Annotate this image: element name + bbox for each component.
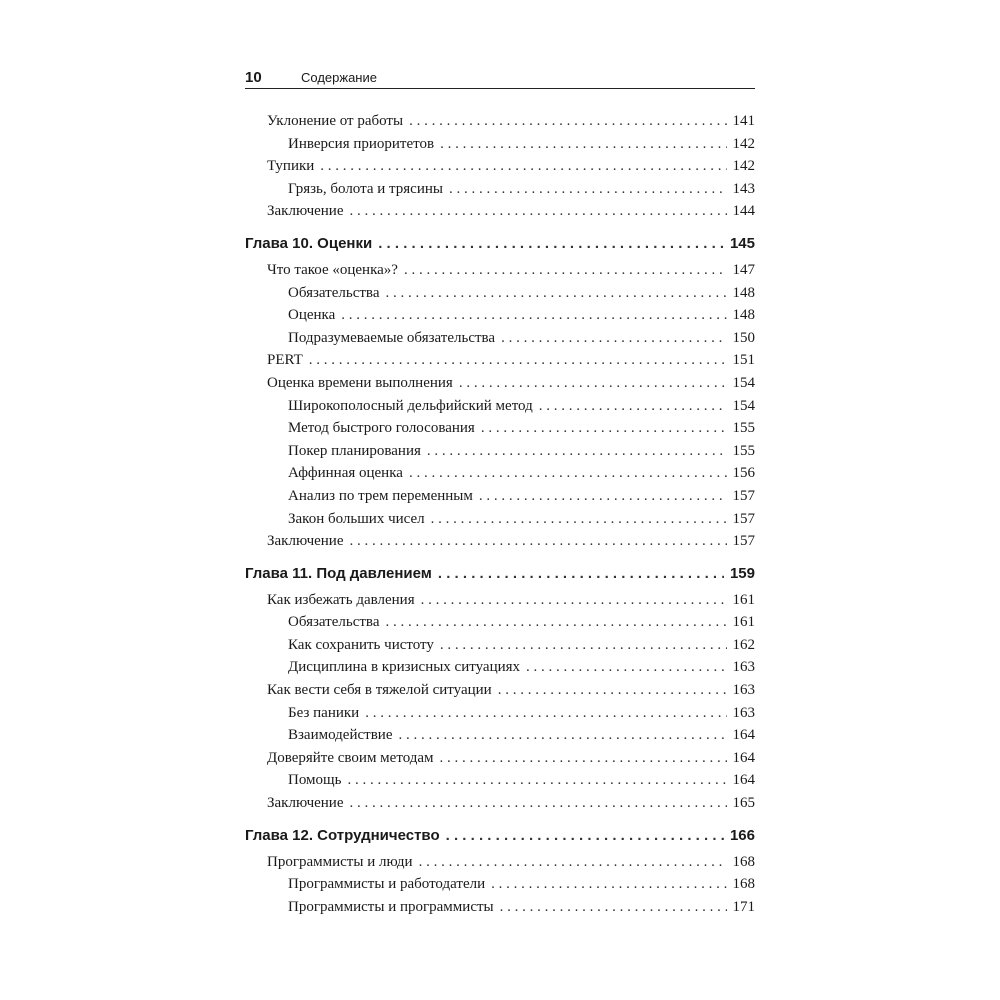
toc-entry-page: 168: [732, 876, 755, 893]
toc-entry-page: 143: [732, 180, 755, 197]
dot-leader: [347, 772, 726, 789]
toc-entry-page: 159: [729, 564, 755, 582]
toc-entry-title: Глава 11. Под давлением: [245, 564, 432, 582]
dot-leader: [350, 203, 727, 220]
toc-entry: [245, 465, 755, 488]
dot-leader: [378, 235, 724, 252]
toc-entry-title: Заключение: [267, 795, 344, 812]
toc-entry-title: Обязательства: [288, 284, 380, 301]
toc-entry-page: 151: [732, 352, 755, 369]
toc-entry-title: Метод быстрого голосования: [288, 420, 475, 437]
dot-leader: [491, 876, 726, 893]
dot-leader: [539, 398, 727, 415]
toc-entry: [245, 136, 755, 159]
toc-entry: [245, 285, 755, 308]
toc-entry-title: Подразумеваемые обязательства: [288, 329, 496, 346]
dot-leader: [498, 682, 727, 699]
dot-leader: [446, 827, 724, 844]
toc-entry-page: 163: [732, 659, 755, 676]
toc-entry-title: Что такое «оценка»?: [267, 261, 398, 278]
dot-leader: [438, 565, 724, 582]
toc-entry-title: Тупики: [267, 158, 315, 175]
toc-entry-title: Заключение: [267, 533, 344, 550]
dot-leader: [421, 592, 727, 609]
toc-entry: [245, 854, 755, 877]
dot-leader: [431, 511, 727, 528]
toc-entry-title: PERT: [267, 352, 303, 369]
toc-entry-title: Оценка времени выполнения: [267, 374, 453, 391]
dot-leader: [440, 637, 727, 654]
toc-entry-title: Заключение: [267, 203, 344, 220]
dot-leader: [449, 181, 727, 198]
toc-entry-page: 155: [732, 420, 755, 437]
toc-entry-page: 163: [732, 682, 755, 699]
toc-entry-page: 168: [732, 853, 755, 870]
toc-entry: [245, 203, 755, 226]
toc-entry-title: Доверяйте своим методам: [267, 749, 434, 766]
toc-entry: [245, 705, 755, 728]
toc-entry-page: 161: [732, 614, 755, 631]
toc-entry-page: 156: [732, 465, 755, 482]
toc-entry-title: Программисты и работодатели: [288, 876, 486, 893]
toc-entry-page: 157: [732, 510, 755, 527]
toc-entry: [245, 330, 755, 353]
toc-entry: [245, 614, 755, 637]
dot-leader: [501, 330, 726, 347]
toc-entry: [245, 876, 755, 899]
toc-entry-page: 162: [732, 636, 755, 653]
toc-entry-page: 157: [732, 533, 755, 550]
toc-entry: [245, 533, 755, 556]
dot-leader: [409, 113, 726, 130]
toc-entry: [245, 637, 755, 660]
page-number: 10: [245, 69, 262, 86]
toc-entry-page: 147: [732, 261, 755, 278]
toc-entry-page: 155: [732, 442, 755, 459]
toc-entry-page: 171: [732, 898, 755, 915]
toc-entry-title: Аффинная оценка: [288, 465, 403, 482]
toc-entry-page: 141: [732, 113, 755, 129]
toc-entry: [245, 727, 755, 750]
toc-entry: [245, 262, 755, 285]
dot-leader: [500, 899, 727, 916]
toc-entry-page: 165: [732, 795, 755, 812]
toc-entry-page: 145: [729, 234, 755, 252]
dot-leader: [526, 659, 726, 676]
toc-entry-title: Как избежать давления: [267, 591, 415, 608]
dot-leader: [409, 465, 727, 482]
toc-entry-title: Как вести себя в тяжелой ситуации: [267, 682, 492, 699]
toc-entry-page: 144: [732, 203, 755, 220]
toc-entry: [245, 443, 755, 466]
toc-entry-title: Покер планирования: [288, 442, 421, 459]
toc-entry: [245, 398, 755, 421]
toc-entry: [245, 659, 755, 682]
toc-entry-title: Оценка: [288, 307, 336, 324]
toc-entry-title: Помощь: [288, 772, 342, 789]
toc-entry-title: Программисты и программисты: [288, 898, 494, 915]
toc-entry-page: 166: [729, 826, 755, 844]
toc-entry-page: 154: [732, 374, 755, 391]
toc-entry-page: 154: [732, 397, 755, 414]
dot-leader: [419, 854, 727, 871]
toc-entry-title: Анализ по трем переменным: [288, 487, 473, 504]
toc-entry-title: Без паники: [288, 704, 360, 721]
toc-entry-title: Обязательства: [288, 614, 380, 631]
toc-entry-title: Закон больших чисел: [288, 510, 425, 527]
toc-entry: [245, 795, 755, 818]
toc-entry-page: 161: [732, 591, 755, 608]
toc-entry-page: 142: [732, 158, 755, 175]
toc-entry: [245, 488, 755, 511]
toc-entry-title: Широкополосный дельфийский метод: [288, 397, 533, 414]
toc-entry: [245, 352, 755, 375]
toc-entry-page: 148: [732, 307, 755, 324]
dot-leader: [481, 420, 727, 437]
toc-entry-title: Уклонение от работы: [267, 113, 404, 129]
toc-entry-title: Глава 12. Сотрудничество: [245, 826, 440, 844]
toc-entry: [245, 113, 755, 136]
toc-entry: [245, 420, 755, 443]
toc-entry-page: 157: [732, 487, 755, 504]
toc-entry-page: 150: [732, 329, 755, 346]
toc-entry-title: Взаимодействие: [288, 727, 393, 744]
dot-leader: [320, 158, 726, 175]
toc-entry-page: 164: [732, 749, 755, 766]
toc-entry-title: Инверсия приоритетов: [288, 135, 435, 152]
dot-leader: [440, 750, 727, 767]
toc-entry-title: Дисциплина в кризисных ситуациях: [288, 659, 521, 676]
dot-leader: [398, 727, 726, 744]
dot-leader: [427, 443, 727, 460]
book-page: [245, 66, 755, 921]
toc-chapter: [245, 235, 755, 262]
toc-entry-title: Программисты и люди: [267, 853, 413, 870]
toc-chapter: [245, 565, 755, 592]
dot-leader: [459, 375, 727, 392]
dot-leader: [350, 795, 727, 812]
toc-entry: [245, 899, 755, 922]
header-title: Содержание: [301, 70, 377, 85]
toc-entry: [245, 181, 755, 204]
table-of-contents: [245, 113, 755, 921]
toc-entry: [245, 682, 755, 705]
toc-entry: [245, 772, 755, 795]
toc-chapter: [245, 827, 755, 854]
dot-leader: [479, 488, 727, 505]
dot-leader: [341, 307, 726, 324]
dot-leader: [350, 533, 727, 550]
toc-entry-page: 142: [732, 135, 755, 152]
toc-entry-page: 163: [732, 704, 755, 721]
toc-entry: [245, 592, 755, 615]
toc-entry-title: Как сохранить чистоту: [288, 636, 434, 653]
running-header: [245, 66, 755, 89]
dot-leader: [404, 262, 727, 279]
dot-leader: [385, 285, 726, 302]
toc-entry: [245, 375, 755, 398]
toc-entry: [245, 158, 755, 181]
toc-entry-page: 164: [732, 772, 755, 789]
toc-entry-title: Грязь, болота и трясины: [288, 180, 443, 197]
toc-entry-page: 164: [732, 727, 755, 744]
toc-entry-page: 148: [732, 284, 755, 301]
dot-leader: [385, 614, 726, 631]
dot-leader: [440, 136, 726, 153]
dot-leader: [365, 705, 726, 722]
toc-entry-title: Глава 10. Оценки: [245, 234, 373, 252]
toc-entry: [245, 750, 755, 773]
dot-leader: [309, 352, 727, 369]
toc-entry: [245, 307, 755, 330]
toc-entry: [245, 511, 755, 534]
